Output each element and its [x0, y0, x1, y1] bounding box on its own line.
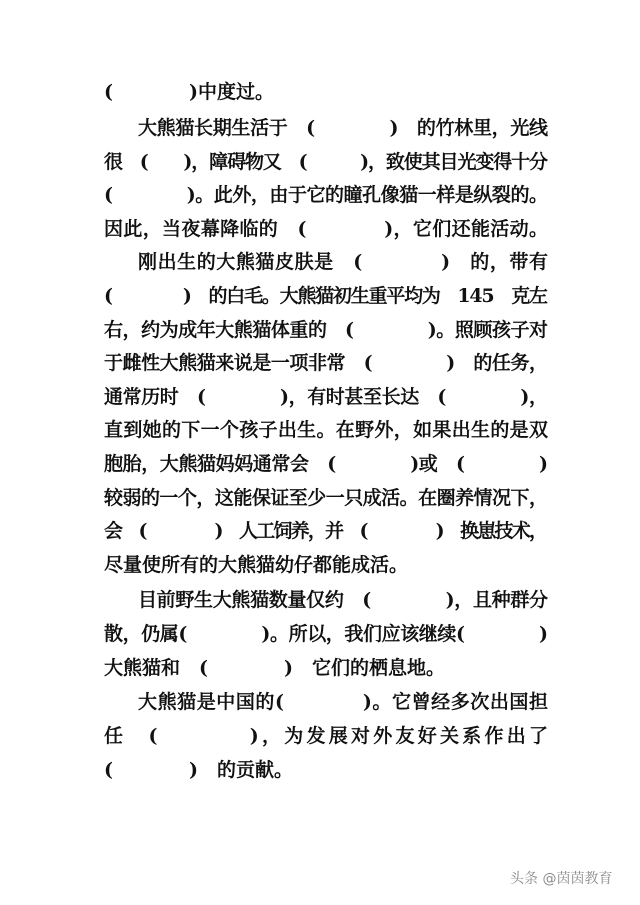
- text-line: 任 ( )，为发展对外友好关系作出了: [104, 725, 552, 747]
- text-line: 胞胎，大熊猫妈妈通常会 ( )或 ( ): [104, 453, 548, 475]
- text-line: 大熊猫是中国的( )。它曾经多次出国担: [138, 691, 549, 713]
- text-line: 通常历时 ( )，有时甚至长达 ( )，: [104, 386, 548, 408]
- text-line: 很 ( )，障碍物又 ( )，致使其目光变得十分: [104, 151, 547, 173]
- text-line: ( ) 的贡献。: [104, 759, 293, 781]
- watermark: 头条 @茵茵教育: [510, 871, 613, 887]
- text-line: 于雌性大熊猫来说是一项非常 ( ) 的任务，: [104, 352, 548, 374]
- text-line: 大熊猫和 ( ) 它们的栖息地。: [104, 657, 445, 679]
- text-line: ( )。此外，由于它的瞳孔像猫一样是纵裂的。: [104, 184, 548, 206]
- text-line: 尽量使所有的大熊猫幼仔都能成活。: [104, 554, 409, 576]
- text-line: 会 ( ) 人工饲养，并 ( ) 换崽技术，: [104, 520, 547, 542]
- text-line: 直到她的下一个孩子出生。在野外，如果出生的是双: [104, 419, 549, 441]
- text-line: 较弱的一个，这能保证至少一只成活。在圈养情况下，: [104, 487, 548, 509]
- text-line: 右，约为成年大熊猫体重的 ( )。照顾孩子对: [104, 319, 548, 341]
- text-line: 因此，当夜幕降临的 ( )，它们还能活动。: [104, 218, 549, 240]
- text-line: 刚出生的大熊猫皮肤是 ( ) 的，带有: [138, 251, 549, 273]
- text-line: ( )中度过。: [104, 81, 274, 103]
- text-line: 目前野生大熊猫数量仅约 ( )，且种群分: [138, 589, 548, 611]
- text-line: 大熊猫长期生活于 ( ) 的竹林里，光线: [138, 117, 548, 139]
- text-line: 散，仍属( )。所以，我们应该继续( ): [104, 623, 548, 645]
- text-line: ( ) 的白毛。大熊猫初生重平均为 145 克左: [104, 285, 547, 307]
